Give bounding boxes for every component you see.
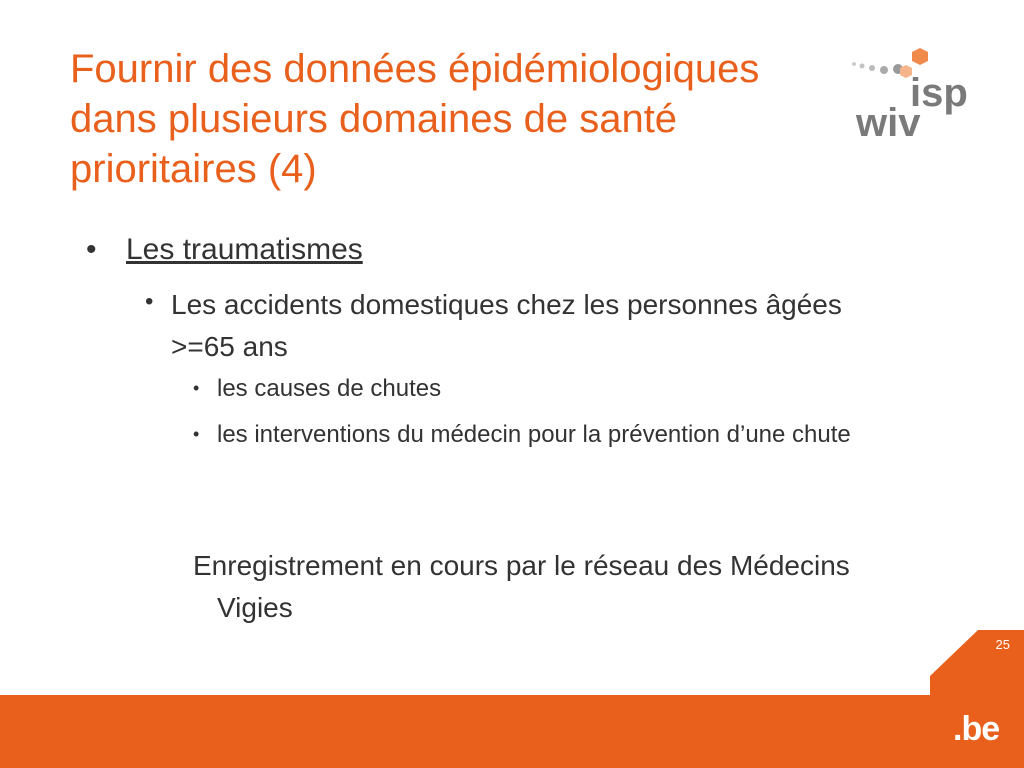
- bullet-level1: Les traumatismes: [126, 233, 363, 266]
- bullet-level3: les interventions du médecin pour la prévention d’une chute: [217, 421, 851, 448]
- footer-bar: [0, 695, 1024, 768]
- footer-band: [0, 630, 1024, 768]
- registration-note: Enregistrement en cours par le réseau des Médecins Vigies: [193, 550, 850, 623]
- logo-text-wiv: wiv: [856, 101, 921, 144]
- page-number: 25: [995, 637, 1010, 652]
- be-logo: .be: [953, 710, 1000, 748]
- bullet-level2: Les accidents domestiques chez les personnes âgées >=65 ans: [171, 289, 842, 362]
- slide-title: Fournir des données épidémiologiques dans plusieurs domaines de santé prioritaires (4): [70, 47, 760, 191]
- bullet-marker: •: [145, 288, 154, 315]
- bullet-level3: les causes de chutes: [217, 375, 442, 402]
- logo-text-isp: isp: [910, 71, 968, 115]
- bullet-marker: •: [86, 233, 97, 266]
- bullet-marker: •: [193, 424, 200, 444]
- bullet-marker: •: [193, 378, 200, 398]
